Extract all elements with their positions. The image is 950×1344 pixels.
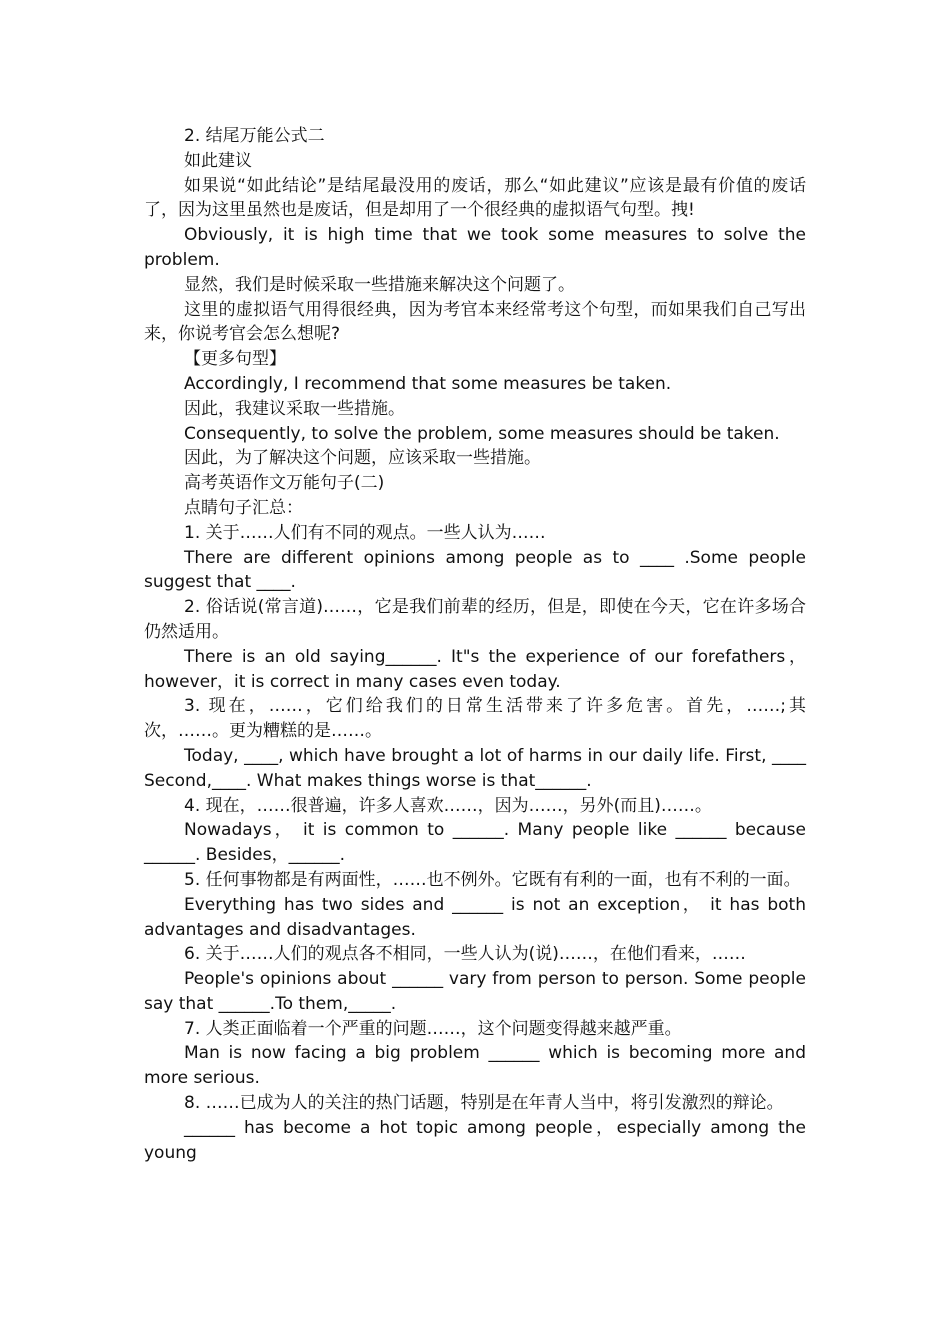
- paragraph-example-en-3: Consequently, to solve the problem, some measures should be taken.: [184, 423, 780, 444]
- paragraph-section-title-2: 高考英语作文万能句子(二): [184, 473, 385, 494]
- paragraph-heading-formula-2: 2. 结尾万能公式二: [184, 126, 325, 146]
- paragraph-item-5-en: Everything has two sides and ______ is not an exception， it has both advantages and disadvantages.: [144, 894, 806, 940]
- paragraph-item-7-zh: 7. 人类正面临着一个严重的问题……，这个问题变得越来越严重。: [184, 1018, 682, 1039]
- paragraph-subheading-suggestion: 如此建议: [184, 150, 252, 171]
- paragraph-item-3-en: Today, ____, which have brought a lot of harms in our daily life. First, ____ Second,____. What makes things worse is that______.: [144, 745, 806, 791]
- paragraph-item-8-en: ______ has become a hot topic among people，especially among the young: [144, 1117, 806, 1163]
- paragraph-summary-heading: 点睛句子汇总：: [184, 497, 303, 518]
- paragraph-item-5-zh: 5. 任何事物都是有两面性，……也不例外。它既有有利的一面，也有不利的一面。: [184, 869, 801, 890]
- paragraph-item-3-zh: 3. 现在，……，它们给我们的日常生活带来了许多危害。首先，……;其次，……。更为糟糕的是……。: [144, 696, 806, 742]
- paragraph-item-6-en: People's opinions about ______ vary from person to person. Some people say that ______.To them,_____.: [144, 969, 806, 1014]
- paragraph-example-en-1: Obviously, it is high time that we took some measures to solve the problem.: [144, 225, 806, 270]
- paragraph-example-zh-2: 因此，我建议采取一些措施。: [184, 398, 405, 419]
- paragraph-item-6-zh: 6. 关于……人们的观点各不相同，一些人认为(说)……，在他们看来，……: [184, 944, 746, 965]
- paragraph-example-en-2: Accordingly, I recommend that some measures be taken.: [184, 373, 672, 394]
- document-body: [144, 124, 806, 1165]
- paragraph-item-7-en: Man is now facing a big problem ______ which is becoming more and more serious.: [144, 1043, 806, 1089]
- paragraph-example-zh-3: 因此，为了解决这个问题，应该采取一些措施。: [184, 448, 541, 469]
- paragraph-more-patterns-heading: 【更多句型】: [184, 349, 286, 370]
- paragraph-item-8-zh: 8. ……已成为人的关注的热门话题，特别是在年青人当中，将引发激烈的辩论。: [184, 1093, 784, 1114]
- paragraph-example-zh-1: 显然，我们是时候采取一些措施来解决这个问题了。: [184, 274, 575, 295]
- paragraph-commentary-paragraph: 这里的虚拟语气用得很经典，因为考官本来经常考这个句型，而如果我们自己写出来，你说考官会怎么想呢?: [144, 299, 806, 345]
- paragraph-item-1-zh: 1. 关于……人们有不同的观点。一些人认为……: [184, 522, 546, 543]
- paragraph-item-1-en: There are different opinions among people as to ____ .Some people suggest that ____.: [144, 547, 806, 593]
- paragraph-item-4-en: Nowadays， it is common to ______. Many people like ______ because ______. Besides，______.: [144, 820, 806, 866]
- paragraph-item-4-zh: 4. 现在，……很普遍，许多人喜欢……，因为……，另外(而且)……。: [184, 795, 712, 816]
- paragraph-item-2-zh: 2. 俗话说(常言道)……，它是我们前辈的经历，但是，即使在今天，它在许多场合仍然适用。: [144, 597, 806, 642]
- paragraph-intro-paragraph: 如果说“如此结论”是结尾最没用的废话，那么“如此建议”应该是最有价值的废话了，因为这里虽然也是废话，但是却用了一个很经典的虚拟语气句型。拽!: [144, 175, 806, 221]
- paragraph-item-2-en: There is an old saying______. It"s the experience of our forefathers，however，it is correct in many cases even today.: [144, 646, 806, 692]
